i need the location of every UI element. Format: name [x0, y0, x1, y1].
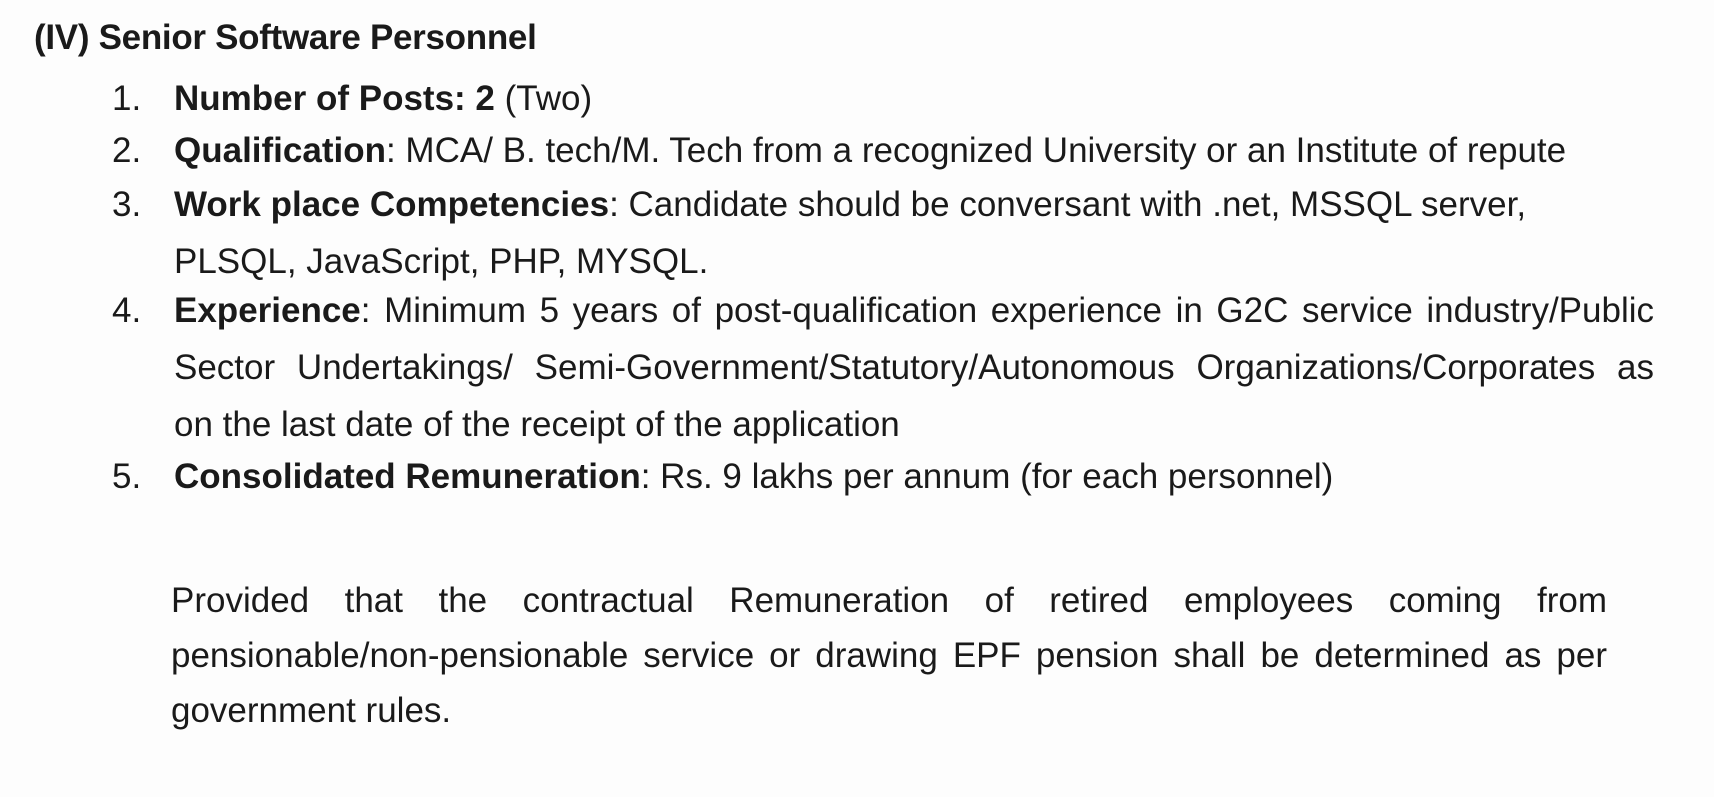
list-item-number: 2.: [112, 131, 142, 170]
list-item-separator: :: [360, 291, 371, 330]
list-item-text: Minimum 5 years of post-qualification experience in G2C service industry/Public Sector Undertakings/ Semi-Government/Statutory/Autonomous Organizations/Corporates as on the last date of the receipt of the application: [174, 291, 1654, 444]
list-item-number: 4.: [112, 291, 142, 330]
list-item-label: Experience: [174, 291, 361, 330]
list-item-text: Rs. 9 lakhs per annum (for each personnel): [650, 457, 1334, 496]
list-item-body: [174, 282, 1654, 453]
list-item-body: [174, 122, 1654, 179]
list-item-text: Candidate should be conversant with .net, MSSQL server, PLSQL, JavaScript, PHP, MYSQL.: [174, 185, 1527, 281]
proviso-paragraph: Provided that the contractual Remuneration of retired employees coming from pensionable/non-pensionable service or drawing EPF pension shall be determined as per government rules.: [171, 581, 1607, 730]
list-item-number: 1.: [112, 79, 142, 118]
section-heading: (IV) Senior Software Personnel: [34, 18, 537, 57]
list-item-label: Qualification: [174, 131, 386, 170]
list-item-text: MCA/ B. tech/M. Tech from a recognized University or an Institute of repute: [395, 131, 1567, 170]
list-item-qualification: [112, 122, 1672, 179]
list-item-number: 5.: [112, 457, 142, 496]
list-item-separator: :: [385, 131, 396, 170]
list-item-competencies: [112, 176, 1672, 290]
list-item-separator: :: [640, 457, 651, 496]
list-item-experience: [112, 282, 1672, 453]
list-item-label: Consolidated Remuneration: [174, 457, 641, 496]
list-item-text: (Two): [494, 79, 593, 118]
list-item-label: Work place Competencies: [174, 185, 610, 224]
list-item-number: 3.: [112, 185, 142, 224]
list-item-posts: [112, 70, 1672, 127]
list-item-body: [174, 176, 1574, 290]
list-item-remuneration: [112, 448, 1672, 505]
list-item-separator: :: [609, 185, 619, 224]
list-item-body: [174, 70, 1654, 127]
list-item-label: Number of Posts: 2: [174, 79, 495, 118]
list-item-body: [174, 448, 1654, 505]
